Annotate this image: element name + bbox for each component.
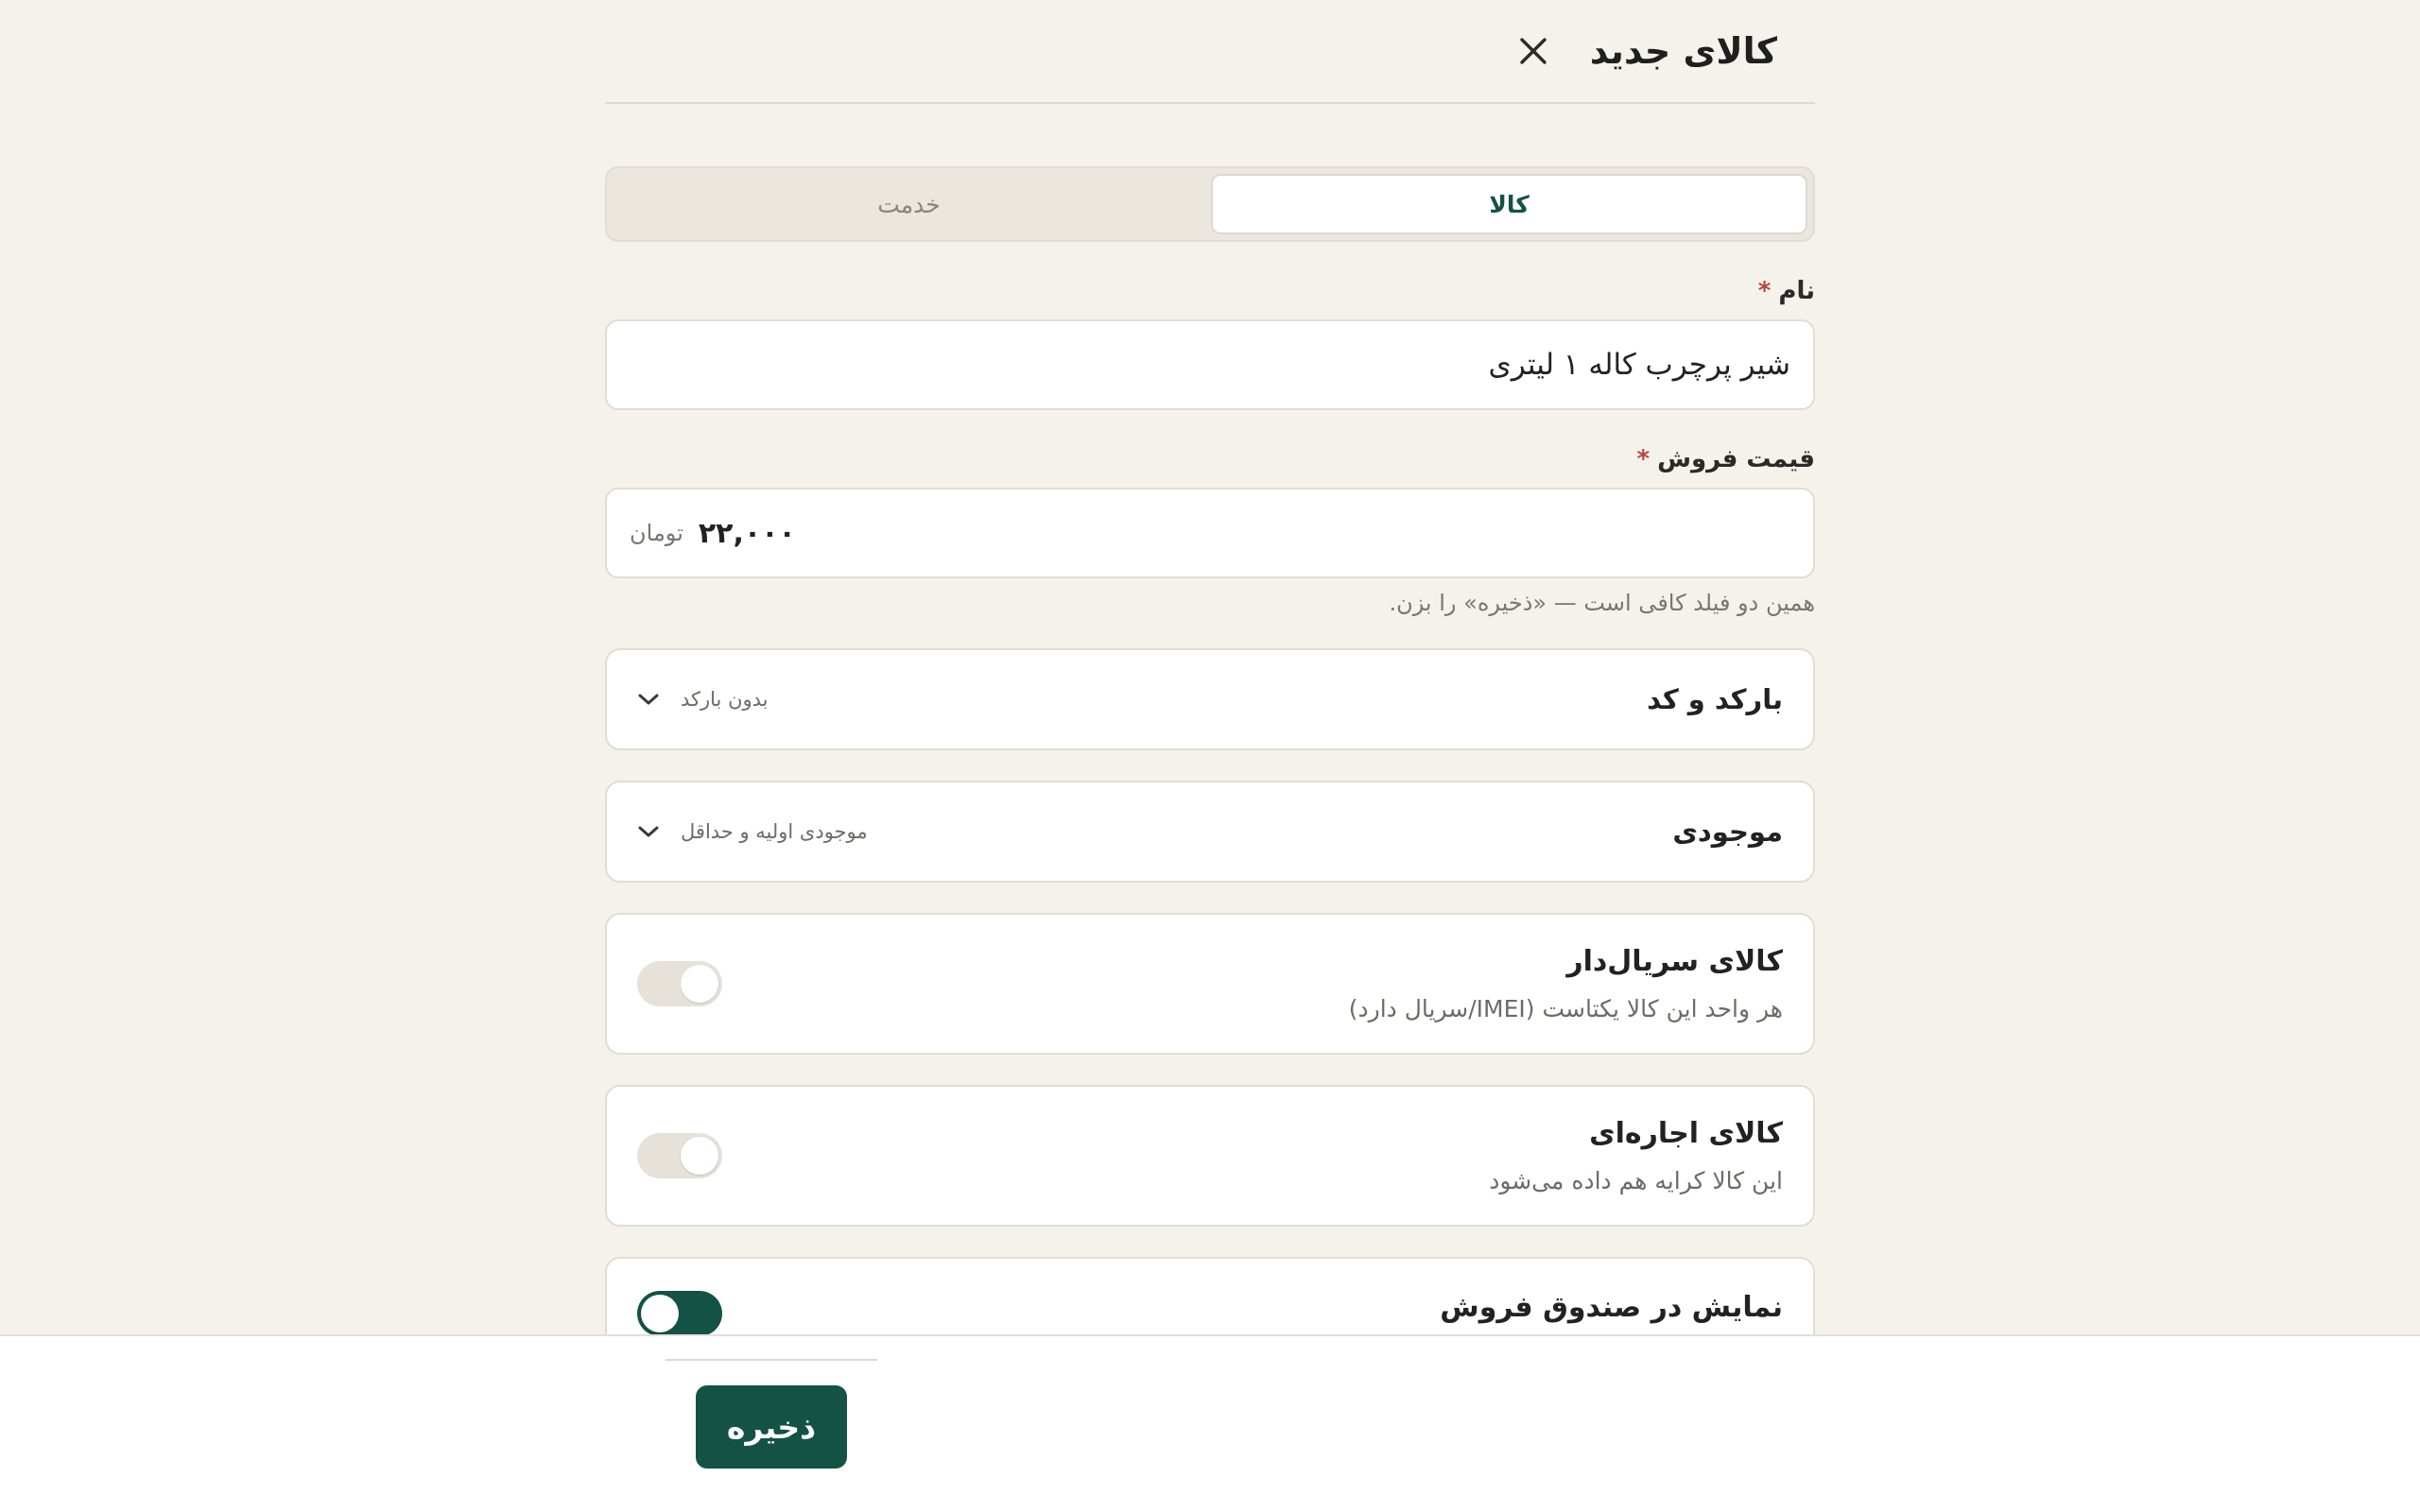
required-mark: * bbox=[1757, 277, 1772, 305]
pos-display-toggle[interactable] bbox=[637, 1291, 722, 1336]
price-input-value: ۲۲,۰۰۰ bbox=[698, 516, 796, 550]
price-label bbox=[605, 444, 1815, 474]
stock-section-title: موجودی bbox=[1672, 816, 1783, 848]
name-input-value: شیر پرچرب کاله ۱ لیتری bbox=[1488, 348, 1790, 382]
chevron-down-icon bbox=[637, 824, 660, 839]
name-label bbox=[605, 276, 1815, 306]
toggle-knob bbox=[681, 965, 718, 1003]
required-mark: * bbox=[1636, 445, 1651, 473]
type-option-goods[interactable]: کالا bbox=[1211, 174, 1807, 234]
serial-item-text bbox=[1349, 945, 1783, 1022]
rental-item-text bbox=[1489, 1117, 1783, 1194]
serial-item-toggle[interactable] bbox=[637, 961, 722, 1006]
form-hint: همین دو فیلد کافی است — «ذخیره» را بزن. bbox=[1389, 590, 1815, 616]
barcode-section-title: بارکد و کد bbox=[1647, 683, 1783, 715]
serial-item-card bbox=[605, 913, 1815, 1055]
chevron-down-icon bbox=[637, 692, 660, 707]
close-icon bbox=[1519, 37, 1547, 65]
stock-section[interactable] bbox=[605, 781, 1815, 883]
barcode-section-side bbox=[637, 688, 769, 711]
barcode-section[interactable] bbox=[605, 648, 1815, 750]
type-option-service[interactable]: خدمت bbox=[877, 190, 941, 218]
stock-section-summary: موجودی اولیه و حداقل bbox=[681, 820, 868, 843]
rental-item-description: این کالا کرایه هم داده می‌شود bbox=[1489, 1167, 1783, 1194]
new-product-panel bbox=[605, 0, 1815, 1370]
price-input[interactable] bbox=[605, 488, 1815, 578]
serial-item-description: هر واحد این کالا یکتاست (IMEI/سریال دارد) bbox=[1348, 995, 1783, 1022]
rental-item-toggle[interactable] bbox=[637, 1133, 722, 1178]
name-input[interactable] bbox=[605, 319, 1815, 410]
footer-divider bbox=[666, 1359, 877, 1361]
name-label-text: نام bbox=[1778, 277, 1815, 305]
pos-display-title: نمایش در صندوق فروش bbox=[1440, 1291, 1783, 1324]
panel-header bbox=[605, 0, 1815, 104]
page-title: کالای جدید bbox=[1589, 30, 1777, 72]
close-button[interactable] bbox=[1511, 28, 1556, 74]
toggle-knob bbox=[641, 1295, 679, 1332]
rental-item-title: کالای اجاره‌ای bbox=[1589, 1117, 1783, 1150]
rental-item-card bbox=[605, 1085, 1815, 1227]
toggle-knob bbox=[681, 1137, 718, 1175]
currency-unit: تومان bbox=[630, 520, 683, 546]
serial-item-title: کالای سریال‌دار bbox=[1566, 945, 1783, 978]
stock-section-side bbox=[637, 820, 868, 843]
barcode-section-summary: بدون بارکد bbox=[681, 688, 769, 711]
footer-bar bbox=[0, 1334, 2420, 1512]
price-label-text: قیمت فروش bbox=[1657, 445, 1815, 473]
item-type-switch bbox=[605, 166, 1815, 242]
save-button[interactable]: ذخیره bbox=[696, 1385, 847, 1469]
